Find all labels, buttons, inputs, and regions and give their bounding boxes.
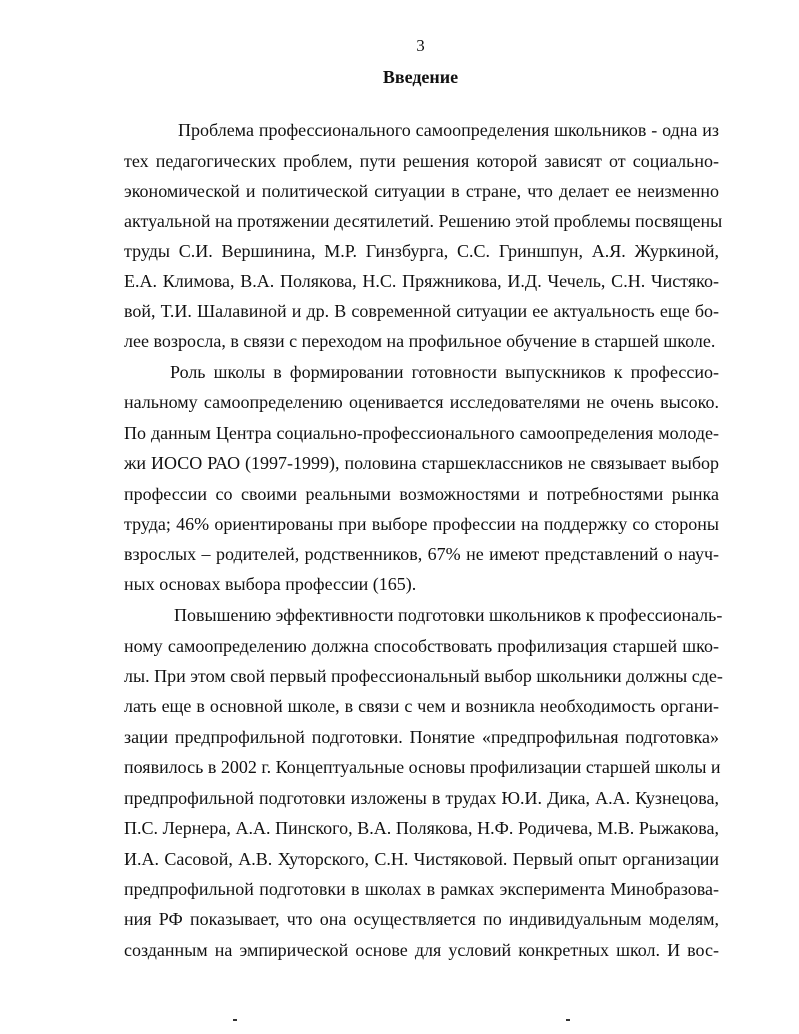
text-line: Роль школы в формировании готовности выпускников к профессио- (170, 362, 719, 382)
text-line: взрослых – родителей, родственников, 67% не имеют представлений о науч- (124, 544, 719, 564)
text-line: экономической и политической ситуации в стране, что делает ее неизменно (124, 181, 719, 201)
text-line: предпрофильной подготовки в школах в рамках эксперимента Минобразова- (124, 879, 719, 899)
text-line: появилось в 2002 г. Концептуальные основы профилизации старшей школы и (124, 757, 721, 777)
scan-dot (233, 1019, 237, 1021)
text-line: ному самоопределению должна способствовать профилизация старшей шко- (124, 636, 719, 656)
text-line: Повышению эффективности подготовки школьников к профессиональ- (174, 605, 723, 625)
text-line: Е.А. Климова, В.А. Полякова, Н.С. Пряжникова, И.Д. Чечель, С.Н. Чистяко- (124, 271, 719, 291)
text-line: тех педагогических проблем, пути решения которой зависят от социально- (124, 151, 719, 171)
text-line: актуальной на протяжении десятилетий. Решению этой проблемы посвящены (124, 211, 723, 231)
text-line: вой, Т.И. Шалавиной и др. В современной ситуации ее актуальность еще бо- (124, 301, 719, 321)
text-line: Проблема профессионального самоопределения школьников - одна из (178, 120, 719, 140)
text-line: лее возросла, в связи с переходом на профильное обучение в старшей школе. (124, 331, 716, 351)
text-line: предпрофильной подготовки изложены в трудах Ю.И. Дика, А.А. Кузнецова, (124, 788, 719, 808)
section-title: Введение (382, 67, 459, 87)
text-line: зации предпрофильной подготовки. Понятие «предпрофильная подготовка» (124, 727, 719, 747)
text-line: жи ИОСО РАО (1997-1999), половина старшеклассников не связывает выбор (124, 453, 719, 473)
scan-dot (566, 1019, 570, 1021)
text-line: По данным Центра социально-профессионального самоопределения молоде- (124, 423, 719, 443)
text-line: труды С.И. Вершинина, М.Р. Гинзбурга, С.С. Гриншпун, А.Я. Журкиной, (124, 241, 719, 261)
text-line: ния РФ показывает, что она осуществляется по индивидуальным моделям, (124, 909, 719, 929)
text-line: нальному самоопределению оценивается исследователями не очень высоко. (124, 392, 719, 412)
text-line: ных основах выбора профессии (165). (124, 574, 417, 594)
text-line: И.А. Сасовой, А.В. Хуторского, С.Н. Чистяковой. Первый опыт организации (124, 849, 719, 869)
text-line: труда; 46% ориентированы при выборе профессии на поддержку со стороны (124, 514, 719, 534)
text-line: профессии со своими реальными возможностями и потребностями рынка (124, 484, 719, 504)
text-line: лать еще в основной школе, в связи с чем и возникла необходимость органи- (124, 696, 719, 716)
page-number: 3 (416, 36, 425, 55)
text-line: П.С. Лернера, А.А. Пинского, В.А. Полякова, Н.Ф. Родичева, М.В. Рыжакова, (124, 818, 719, 838)
text-line: лы. При этом свой первый профессиональный выбор школьники должны сде- (124, 666, 723, 686)
text-line: созданным на эмпирической основе для условий конкретных школ. И вос- (124, 940, 719, 960)
